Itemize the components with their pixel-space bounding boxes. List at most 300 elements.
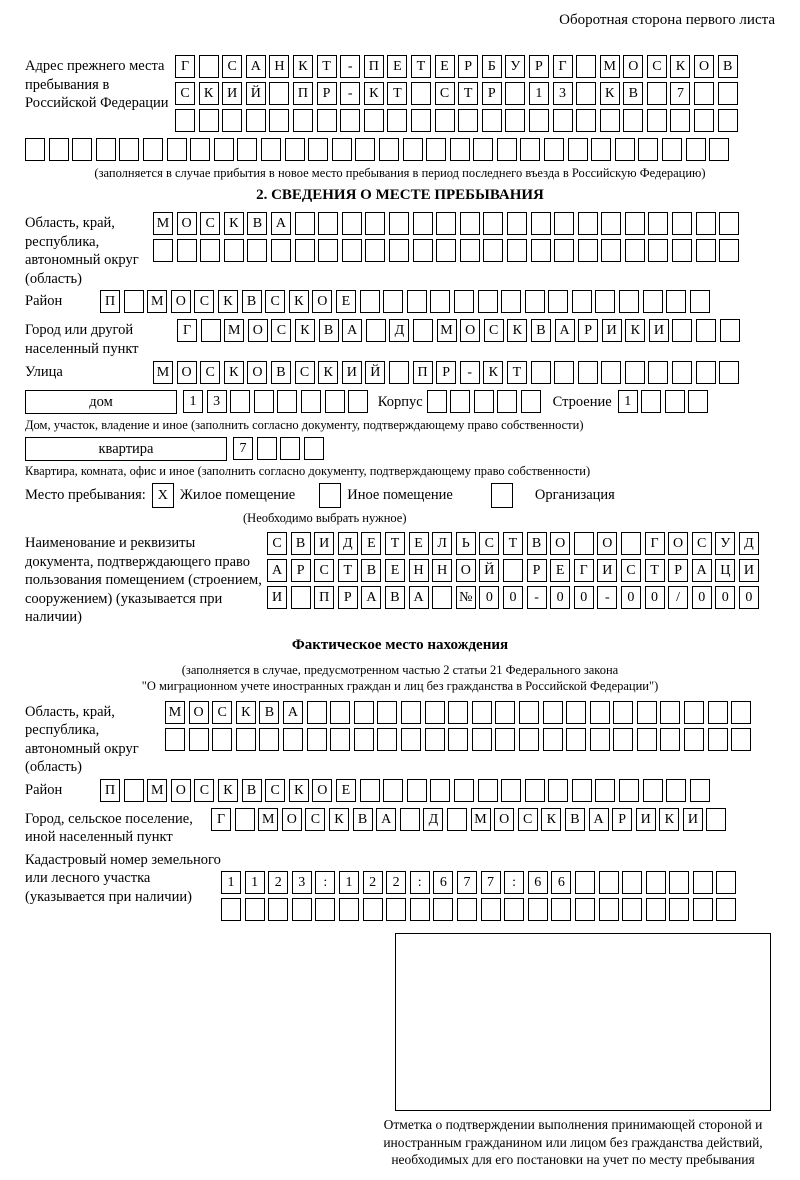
char-cell[interactable]: К	[329, 808, 349, 831]
char-cell[interactable]: О	[597, 532, 617, 555]
char-cell[interactable]: 6	[551, 871, 571, 894]
char-cell[interactable]	[295, 239, 315, 262]
char-cell[interactable]	[601, 239, 621, 262]
char-cell[interactable]: А	[283, 701, 303, 724]
char-cell[interactable]	[622, 898, 642, 921]
char-cell[interactable]: 0	[550, 586, 570, 609]
char-cell[interactable]: К	[293, 55, 313, 78]
char-cell[interactable]	[383, 779, 403, 802]
char-cell[interactable]	[519, 728, 539, 751]
char-cell[interactable]	[212, 728, 232, 751]
char-cell[interactable]: В	[623, 82, 643, 105]
char-cell[interactable]: 7	[457, 871, 477, 894]
char-cell[interactable]	[625, 239, 645, 262]
char-cell[interactable]: А	[271, 212, 291, 235]
char-cell[interactable]	[304, 437, 324, 460]
char-cell[interactable]	[696, 319, 716, 342]
char-cell[interactable]	[153, 239, 173, 262]
char-cell[interactable]	[613, 728, 633, 751]
char-cell[interactable]	[528, 898, 548, 921]
char-cell[interactable]	[460, 239, 480, 262]
char-cell[interactable]: Т	[507, 361, 527, 384]
char-cell[interactable]: Т	[317, 55, 337, 78]
char-cell[interactable]	[389, 361, 409, 384]
checkbox-zhiloe-pomeshchenie[interactable]: X	[152, 483, 174, 508]
char-cell[interactable]	[708, 701, 728, 724]
char-cell[interactable]	[483, 212, 503, 235]
char-cell[interactable]	[237, 138, 257, 161]
char-cell[interactable]	[340, 109, 360, 132]
char-cell[interactable]: С	[212, 701, 232, 724]
char-cell[interactable]: Р	[291, 559, 311, 582]
char-cell[interactable]: И	[649, 319, 669, 342]
char-cell[interactable]	[165, 728, 185, 751]
char-cell[interactable]: А	[267, 559, 287, 582]
char-cell[interactable]	[450, 138, 470, 161]
char-cell[interactable]	[696, 361, 716, 384]
char-cell[interactable]: И	[222, 82, 242, 105]
char-cell[interactable]	[548, 290, 568, 313]
char-cell[interactable]	[625, 212, 645, 235]
char-cell[interactable]: С	[647, 55, 667, 78]
char-cell[interactable]	[261, 138, 281, 161]
char-cell[interactable]: О	[623, 55, 643, 78]
char-cell[interactable]	[525, 290, 545, 313]
char-cell[interactable]: К	[295, 319, 315, 342]
char-cell[interactable]: М	[153, 361, 173, 384]
char-cell[interactable]	[595, 290, 615, 313]
char-cell[interactable]: М	[153, 212, 173, 235]
char-cell[interactable]	[495, 701, 515, 724]
char-cell[interactable]: -	[527, 586, 547, 609]
char-cell[interactable]: О	[668, 532, 688, 555]
char-cell[interactable]: О	[171, 290, 191, 313]
char-cell[interactable]	[411, 109, 431, 132]
char-cell[interactable]: Е	[336, 779, 356, 802]
char-cell[interactable]	[666, 290, 686, 313]
char-cell[interactable]: С	[484, 319, 504, 342]
char-cell[interactable]	[386, 898, 406, 921]
char-cell[interactable]: Б	[482, 55, 502, 78]
char-cell[interactable]: О	[282, 808, 302, 831]
char-cell[interactable]: К	[224, 212, 244, 235]
char-cell[interactable]: О	[171, 779, 191, 802]
char-cell[interactable]	[615, 138, 635, 161]
char-cell[interactable]	[280, 437, 300, 460]
char-cell[interactable]: Р	[458, 55, 478, 78]
char-cell[interactable]: В	[527, 532, 547, 555]
char-cell[interactable]	[448, 701, 468, 724]
char-cell[interactable]	[124, 290, 144, 313]
char-cell[interactable]	[426, 138, 446, 161]
char-cell[interactable]: Т	[385, 532, 405, 555]
char-cell[interactable]: О	[312, 290, 332, 313]
char-cell[interactable]: С	[692, 532, 712, 555]
char-cell[interactable]	[407, 290, 427, 313]
char-cell[interactable]: П	[100, 779, 120, 802]
char-cell[interactable]	[646, 871, 666, 894]
char-cell[interactable]	[665, 390, 685, 413]
char-cell[interactable]: 0	[645, 586, 665, 609]
char-cell[interactable]	[572, 779, 592, 802]
char-cell[interactable]	[430, 290, 450, 313]
char-cell[interactable]: К	[224, 361, 244, 384]
char-cell[interactable]	[669, 898, 689, 921]
char-cell[interactable]	[410, 898, 430, 921]
char-cell[interactable]	[688, 390, 708, 413]
char-cell[interactable]	[96, 138, 116, 161]
char-cell[interactable]: Е	[550, 559, 570, 582]
char-cell[interactable]: :	[410, 871, 430, 894]
char-cell[interactable]	[247, 239, 267, 262]
char-cell[interactable]: К	[541, 808, 561, 831]
char-cell[interactable]	[189, 728, 209, 751]
char-cell[interactable]: В	[565, 808, 585, 831]
char-cell[interactable]	[507, 212, 527, 235]
char-cell[interactable]	[364, 109, 384, 132]
char-cell[interactable]	[519, 701, 539, 724]
char-cell[interactable]: -	[340, 82, 360, 105]
char-cell[interactable]: 1	[245, 871, 265, 894]
char-cell[interactable]: О	[456, 559, 476, 582]
char-cell[interactable]	[245, 898, 265, 921]
char-cell[interactable]: Н	[432, 559, 452, 582]
char-cell[interactable]	[576, 109, 596, 132]
char-cell[interactable]: С	[265, 290, 285, 313]
char-cell[interactable]: 0	[739, 586, 759, 609]
char-cell[interactable]: И	[314, 532, 334, 555]
char-cell[interactable]: С	[194, 779, 214, 802]
char-cell[interactable]	[693, 898, 713, 921]
char-cell[interactable]	[72, 138, 92, 161]
char-cell[interactable]: Р	[436, 361, 456, 384]
char-cell[interactable]	[292, 898, 312, 921]
char-cell[interactable]	[647, 82, 667, 105]
char-cell[interactable]: Р	[529, 55, 549, 78]
char-cell[interactable]	[595, 779, 615, 802]
char-cell[interactable]: Р	[338, 586, 358, 609]
char-cell[interactable]: С	[295, 361, 315, 384]
char-cell[interactable]: С	[305, 808, 325, 831]
char-cell[interactable]: Е	[361, 532, 381, 555]
char-cell[interactable]: 0	[692, 586, 712, 609]
char-cell[interactable]	[478, 779, 498, 802]
char-cell[interactable]	[709, 138, 729, 161]
char-cell[interactable]: К	[507, 319, 527, 342]
char-cell[interactable]	[425, 701, 445, 724]
char-cell[interactable]	[457, 898, 477, 921]
char-cell[interactable]	[354, 728, 374, 751]
char-cell[interactable]: К	[289, 779, 309, 802]
char-cell[interactable]	[268, 898, 288, 921]
char-cell[interactable]	[177, 239, 197, 262]
char-cell[interactable]: С	[175, 82, 195, 105]
char-cell[interactable]	[447, 808, 467, 831]
char-cell[interactable]	[383, 290, 403, 313]
char-cell[interactable]: А	[692, 559, 712, 582]
char-cell[interactable]	[647, 109, 667, 132]
char-cell[interactable]: К	[199, 82, 219, 105]
char-cell[interactable]: /	[668, 586, 688, 609]
char-cell[interactable]: Д	[389, 319, 409, 342]
char-cell[interactable]	[348, 390, 368, 413]
char-cell[interactable]: А	[376, 808, 396, 831]
char-cell[interactable]: Е	[336, 290, 356, 313]
char-cell[interactable]	[389, 212, 409, 235]
char-cell[interactable]	[708, 728, 728, 751]
char-cell[interactable]	[330, 701, 350, 724]
char-cell[interactable]: В	[259, 701, 279, 724]
char-cell[interactable]	[568, 138, 588, 161]
char-cell[interactable]	[505, 82, 525, 105]
char-cell[interactable]: С	[271, 319, 291, 342]
char-cell[interactable]: А	[589, 808, 609, 831]
char-cell[interactable]	[221, 898, 241, 921]
char-cell[interactable]	[283, 728, 303, 751]
char-cell[interactable]: О	[312, 779, 332, 802]
char-cell[interactable]: П	[100, 290, 120, 313]
char-cell[interactable]: -	[597, 586, 617, 609]
char-cell[interactable]: И	[597, 559, 617, 582]
char-cell[interactable]	[246, 109, 266, 132]
char-cell[interactable]: Т	[338, 559, 358, 582]
char-cell[interactable]: Г	[211, 808, 231, 831]
char-cell[interactable]: О	[248, 319, 268, 342]
char-cell[interactable]	[572, 290, 592, 313]
char-cell[interactable]	[554, 239, 574, 262]
char-cell[interactable]: 1	[183, 390, 203, 413]
char-cell[interactable]	[591, 138, 611, 161]
char-cell[interactable]: 2	[268, 871, 288, 894]
char-cell[interactable]: 7	[233, 437, 253, 460]
checkbox-organizatsiya[interactable]	[491, 483, 513, 508]
char-cell[interactable]	[694, 82, 714, 105]
char-cell[interactable]: 0	[503, 586, 523, 609]
char-cell[interactable]	[325, 390, 345, 413]
char-cell[interactable]: Т	[411, 55, 431, 78]
char-cell[interactable]: 2	[363, 871, 383, 894]
char-cell[interactable]	[190, 138, 210, 161]
char-cell[interactable]	[643, 290, 663, 313]
char-cell[interactable]: В	[242, 290, 262, 313]
char-cell[interactable]: Е	[385, 559, 405, 582]
char-cell[interactable]	[543, 728, 563, 751]
char-cell[interactable]: А	[555, 319, 575, 342]
char-cell[interactable]	[554, 212, 574, 235]
char-cell[interactable]	[719, 212, 739, 235]
char-cell[interactable]: С	[267, 532, 287, 555]
char-cell[interactable]	[696, 212, 716, 235]
char-cell[interactable]	[531, 361, 551, 384]
char-cell[interactable]: М	[258, 808, 278, 831]
char-cell[interactable]	[458, 109, 478, 132]
char-cell[interactable]	[201, 319, 221, 342]
char-cell[interactable]	[478, 290, 498, 313]
char-cell[interactable]: Д	[739, 532, 759, 555]
char-cell[interactable]	[637, 728, 657, 751]
char-cell[interactable]	[543, 701, 563, 724]
char-cell[interactable]	[366, 319, 386, 342]
char-cell[interactable]: №	[456, 586, 476, 609]
char-cell[interactable]	[672, 212, 692, 235]
char-cell[interactable]: М	[471, 808, 491, 831]
char-cell[interactable]	[235, 808, 255, 831]
char-cell[interactable]: 3	[292, 871, 312, 894]
char-cell[interactable]	[175, 109, 195, 132]
char-cell[interactable]	[684, 701, 704, 724]
char-cell[interactable]: В	[247, 212, 267, 235]
char-cell[interactable]	[401, 701, 421, 724]
char-cell[interactable]: 1	[618, 390, 638, 413]
char-cell[interactable]	[638, 138, 658, 161]
char-cell[interactable]: С	[435, 82, 455, 105]
char-cell[interactable]	[672, 239, 692, 262]
char-cell[interactable]	[686, 138, 706, 161]
char-cell[interactable]: В	[361, 559, 381, 582]
char-cell[interactable]: С	[194, 290, 214, 313]
char-cell[interactable]	[578, 239, 598, 262]
char-cell[interactable]: Р	[668, 559, 688, 582]
char-cell[interactable]: К	[600, 82, 620, 105]
char-cell[interactable]: И	[636, 808, 656, 831]
char-cell[interactable]: М	[147, 290, 167, 313]
char-cell[interactable]: С	[621, 559, 641, 582]
char-cell[interactable]	[143, 138, 163, 161]
char-cell[interactable]	[277, 390, 297, 413]
char-cell[interactable]: 6	[433, 871, 453, 894]
char-cell[interactable]: 0	[479, 586, 499, 609]
char-cell[interactable]	[285, 138, 305, 161]
char-cell[interactable]: Й	[365, 361, 385, 384]
char-cell[interactable]: Р	[317, 82, 337, 105]
char-cell[interactable]	[291, 586, 311, 609]
char-cell[interactable]	[222, 109, 242, 132]
char-cell[interactable]	[432, 586, 452, 609]
char-cell[interactable]: М	[147, 779, 167, 802]
char-cell[interactable]	[576, 82, 596, 105]
char-cell[interactable]: О	[189, 701, 209, 724]
char-cell[interactable]: К	[659, 808, 679, 831]
char-cell[interactable]	[669, 871, 689, 894]
char-cell[interactable]	[507, 239, 527, 262]
char-cell[interactable]	[599, 871, 619, 894]
char-cell[interactable]: О	[177, 361, 197, 384]
char-cell[interactable]: -	[460, 361, 480, 384]
char-cell[interactable]	[472, 728, 492, 751]
char-cell[interactable]	[200, 239, 220, 262]
char-cell[interactable]: С	[265, 779, 285, 802]
char-cell[interactable]	[672, 361, 692, 384]
char-cell[interactable]: П	[293, 82, 313, 105]
char-cell[interactable]	[315, 898, 335, 921]
char-cell[interactable]	[504, 898, 524, 921]
char-cell[interactable]: :	[315, 871, 335, 894]
char-cell[interactable]	[672, 319, 692, 342]
char-cell[interactable]	[625, 361, 645, 384]
char-cell[interactable]	[365, 212, 385, 235]
char-cell[interactable]: Т	[503, 532, 523, 555]
char-cell[interactable]	[497, 390, 517, 413]
char-cell[interactable]: С	[200, 212, 220, 235]
char-cell[interactable]	[460, 212, 480, 235]
char-cell[interactable]	[599, 898, 619, 921]
char-cell[interactable]	[643, 779, 663, 802]
char-cell[interactable]: К	[670, 55, 690, 78]
char-cell[interactable]: 7	[481, 871, 501, 894]
char-cell[interactable]: 1	[221, 871, 241, 894]
char-cell[interactable]	[403, 138, 423, 161]
char-cell[interactable]	[436, 212, 456, 235]
char-cell[interactable]: Д	[423, 808, 443, 831]
char-cell[interactable]	[307, 701, 327, 724]
char-cell[interactable]	[436, 239, 456, 262]
char-cell[interactable]	[600, 109, 620, 132]
char-cell[interactable]: В	[353, 808, 373, 831]
char-cell[interactable]	[525, 779, 545, 802]
char-cell[interactable]: Г	[177, 319, 197, 342]
char-cell[interactable]	[330, 728, 350, 751]
char-cell[interactable]	[551, 898, 571, 921]
char-cell[interactable]	[483, 239, 503, 262]
char-cell[interactable]: Е	[387, 55, 407, 78]
char-cell[interactable]: К	[236, 701, 256, 724]
char-cell[interactable]	[474, 390, 494, 413]
char-cell[interactable]: 0	[574, 586, 594, 609]
char-cell[interactable]	[576, 55, 596, 78]
char-cell[interactable]	[731, 728, 751, 751]
char-cell[interactable]	[578, 361, 598, 384]
char-cell[interactable]: М	[437, 319, 457, 342]
char-cell[interactable]	[641, 390, 661, 413]
char-cell[interactable]	[574, 532, 594, 555]
char-cell[interactable]	[481, 898, 501, 921]
char-cell[interactable]: 0	[715, 586, 735, 609]
char-cell[interactable]	[427, 390, 447, 413]
char-cell[interactable]: В	[271, 361, 291, 384]
char-cell[interactable]	[720, 319, 740, 342]
char-cell[interactable]	[317, 109, 337, 132]
char-cell[interactable]	[718, 109, 738, 132]
char-cell[interactable]	[718, 82, 738, 105]
char-cell[interactable]	[214, 138, 234, 161]
char-cell[interactable]	[411, 82, 431, 105]
char-cell[interactable]: А	[409, 586, 429, 609]
char-cell[interactable]: О	[177, 212, 197, 235]
char-cell[interactable]	[690, 290, 710, 313]
char-cell[interactable]: В	[319, 319, 339, 342]
char-cell[interactable]	[49, 138, 69, 161]
char-cell[interactable]	[377, 728, 397, 751]
char-cell[interactable]: 0	[621, 586, 641, 609]
char-cell[interactable]	[623, 109, 643, 132]
char-cell[interactable]: М	[600, 55, 620, 78]
char-cell[interactable]	[521, 390, 541, 413]
char-cell[interactable]: А	[361, 586, 381, 609]
char-cell[interactable]	[454, 290, 474, 313]
char-cell[interactable]	[433, 898, 453, 921]
char-cell[interactable]	[503, 559, 523, 582]
char-cell[interactable]	[355, 138, 375, 161]
char-cell[interactable]: Й	[479, 559, 499, 582]
char-cell[interactable]	[360, 779, 380, 802]
char-cell[interactable]	[706, 808, 726, 831]
char-cell[interactable]	[318, 212, 338, 235]
char-cell[interactable]: У	[715, 532, 735, 555]
char-cell[interactable]	[531, 212, 551, 235]
char-cell[interactable]: С	[200, 361, 220, 384]
char-cell[interactable]	[694, 109, 714, 132]
char-cell[interactable]	[413, 212, 433, 235]
